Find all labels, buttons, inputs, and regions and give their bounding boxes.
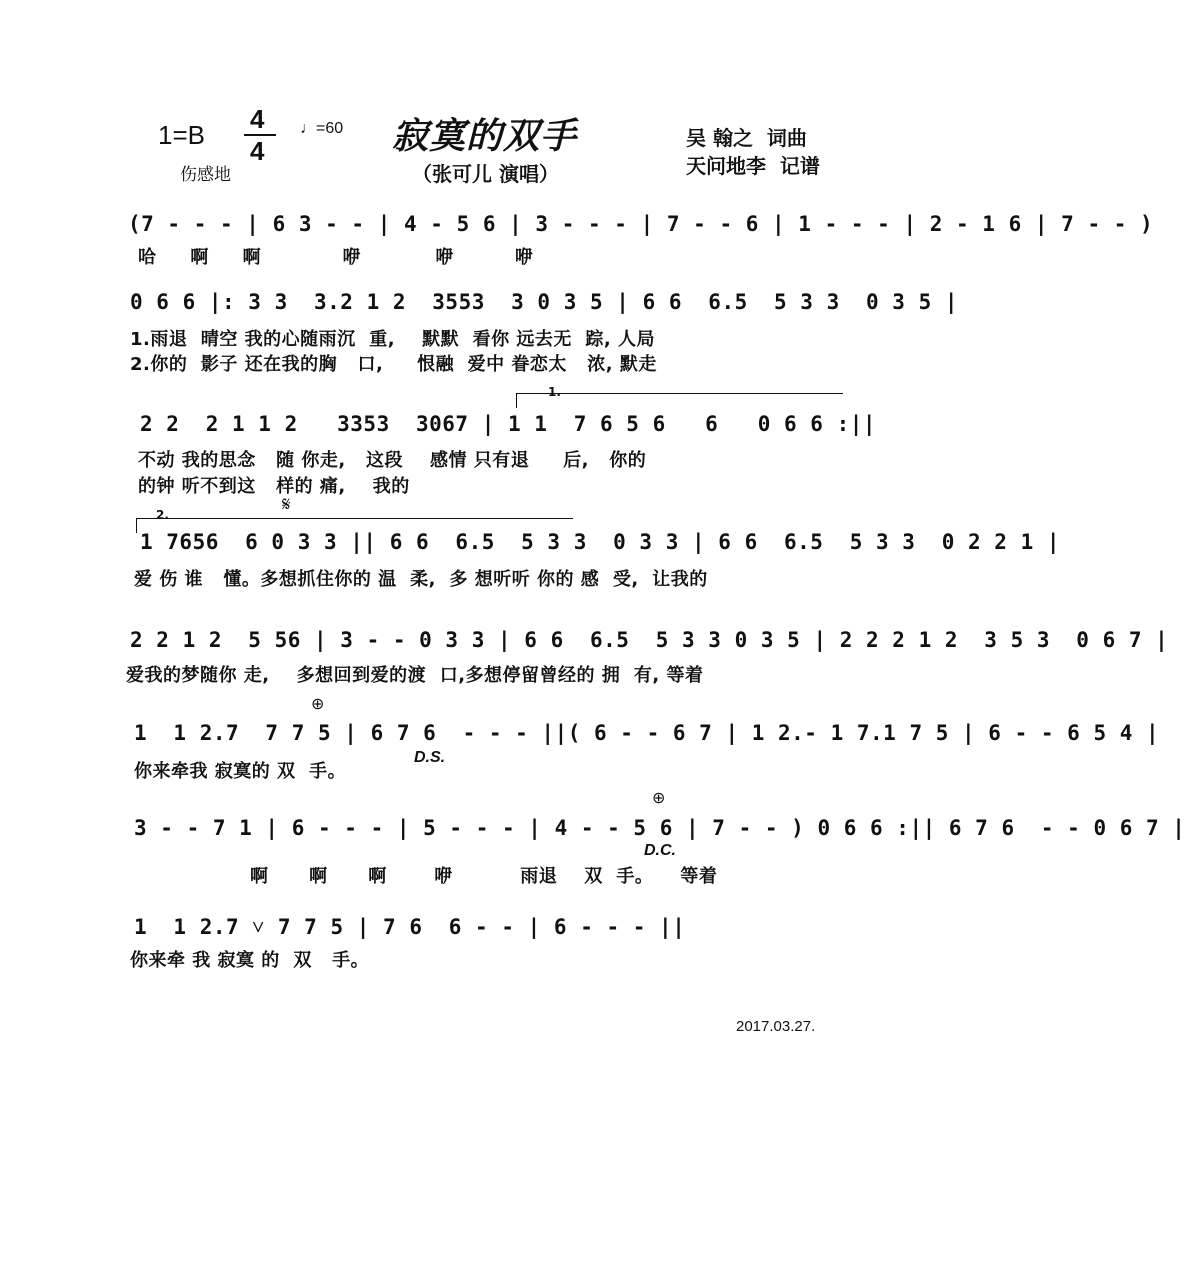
score-row-4-notes: 1 7656 6 0 3 3 || 6 6 6.5 5 3 3 0 3 3 | 6 6 6.5 5 3 3 0 2 2 1 | [140,530,1061,554]
score-row-6-notes: 1 1 2.7 7 7 5 | 6 7 6 - - - ||( 6 - - 6 7 | 1 2.- 1 7.1 7 5 | 6 - - 6 5 4 | [134,721,1160,745]
score-row-8-notes: 1 1 2.7 ˅ 7 7 5 | 7 6 6 - - | 6 - - - || [134,915,686,939]
score-row-7-notes: 3 - - 7 1 | 6 - - - | 5 - - - | 4 - - 5 6 | 7 - - ) 0 6 6 :|| 6 7 6 - - 0 6 7 | [134,816,1185,840]
score-row-2-notes: 0 6 6 |: 3 3 3.2 1 2 3553 3 0 3 5 | 6 6 6.5 5 3 3 0 3 5 | [130,290,959,314]
expression-marking: 伤感地 [180,165,231,185]
coda-sign-2: ⊕ [652,788,666,807]
volta-2-label: 2. [156,508,169,522]
dal-segno-marking: D.S. [414,749,446,766]
score-row-3-lyrics-verse-1: 不动 我的思念 随 你走, 这段 感情 只有退 后, 你的 [138,450,647,471]
segno-sign: 𝄋 [282,492,291,516]
score-row-1-notes: (7 - - - | 6 3 - - | 4 - 5 6 | 3 - - - | 7 - - 6 | 1 - - - | 2 - 1 6 | 7 - - ) [128,212,1154,236]
score-row-7-lyrics: 啊 啊 啊 咿 雨退 双 手。 等着 [250,866,718,887]
tempo-marking: ♩=60 [300,120,344,137]
time-signature-denominator: 4 [250,136,265,166]
volta-1-label: 1. [548,385,561,399]
score-row-4-lyrics: 爱 伤 谁 懂。多想抓住你的 温 柔, 多 想听听 你的 感 受, 让我的 [134,569,708,590]
score-row-6-lyrics: 你来牵我 寂寞的 双 手。 [134,761,347,782]
score-row-2-lyrics-verse-1: 1.雨退 晴空 我的心随雨沉 重, 默默 看你 远去无 踪, 人局 [130,329,656,350]
score-row-3-notes: 2 2 2 1 1 2 3353 3067 | 1 1 7 6 5 6 6 0 6 6 :|| [140,412,877,436]
song-subtitle: （张可儿 演唱） [412,162,559,186]
key-signature: 1=B [158,120,205,150]
score-row-5-lyrics: 爱我的梦随你 走, 多想回到爱的渡 口,多想停留曾经的 拥 有, 等着 [126,665,704,686]
da-capo-marking: D.C. [644,842,676,859]
coda-sign: ⊕ [311,694,325,713]
score-row-3-lyrics-verse-2: 的钟 听不到这 样的 痛, 我的 [138,476,410,497]
song-title: 寂寞的双手 [392,116,578,157]
score-row-2-lyrics-verse-2: 2.你的 影子 还在我的胸 口, 恨融 爱中 眷恋太 浓, 默走 [130,354,657,375]
score-row-1-lyrics: 哈 啊 啊 咿 咿 咿 [138,247,534,268]
score-row-8-lyrics: 你来牵 我 寂寞 的 双 手。 [130,950,370,971]
time-signature-numerator: 4 [250,104,265,134]
score-row-5-notes: 2 2 1 2 5 56 | 3 - - 0 3 3 | 6 6 6.5 5 3 3 0 3 5 | 2 2 2 1 2 3 5 3 0 6 7 | [130,628,1169,652]
transcriber-credit: 天问地李 记谱 [686,154,820,178]
volta-1-bracket [516,393,843,408]
composer-credit: 吴 翰之 词曲 [686,126,807,150]
transcription-date: 2017.03.27. [736,1018,816,1035]
